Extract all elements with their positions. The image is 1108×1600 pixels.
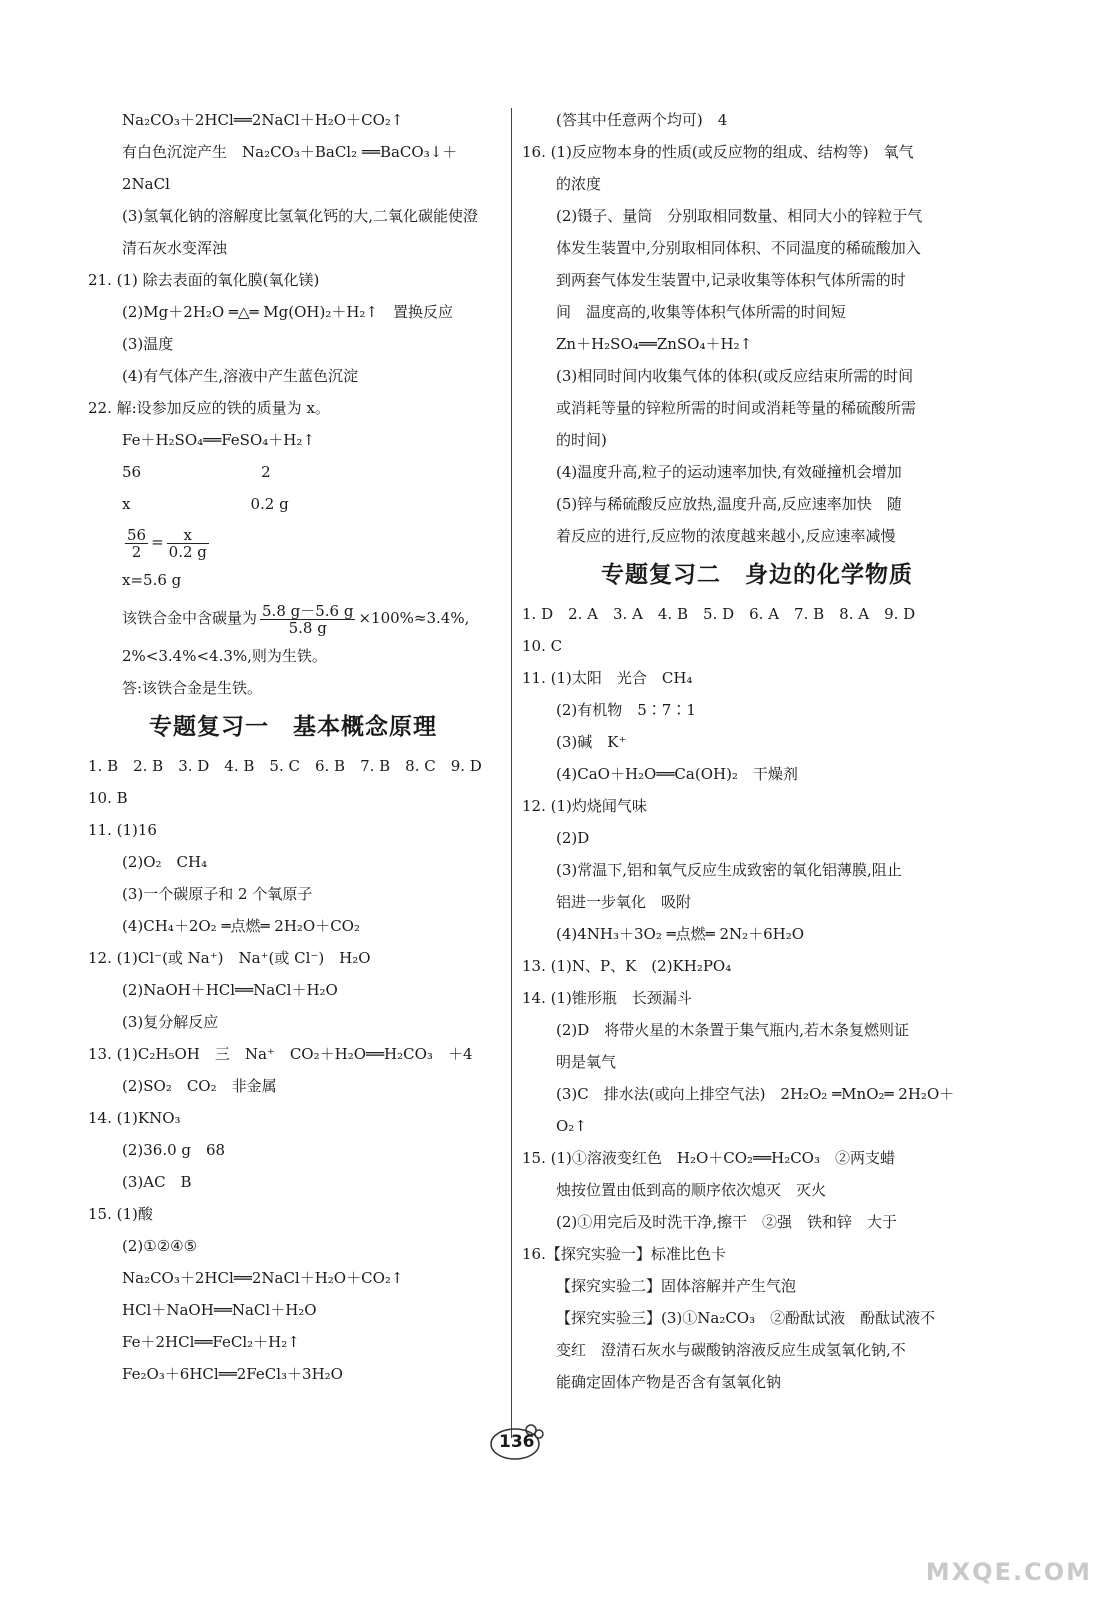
text-line: 【探究实验三】(3)①Na₂CO₃ ②酚酞试液 酚酞试液不 [556,1309,936,1327]
fraction [260,603,355,636]
numerator: 56 [127,525,147,544]
question-line: 16.【探究实验一】标准比色卡 [522,1245,726,1263]
question-line: 13. (1)C₂H₅OH 三 Na⁺ CO₂＋H₂O══H₂CO₃ ＋4 [88,1045,473,1063]
text-line: 或消耗等量的锌粒所需的时间或消耗等量的稀硫酸所需 [556,399,917,417]
watermark [922,1506,1092,1586]
denominator: 2 [131,542,142,561]
text-line: (3)氢氧化钠的溶解度比氢氧化钙的大,二氧化碳能使澄 [122,207,479,225]
section-heading: 专题复习二 身边的化学物质 [601,562,913,588]
carbon-content-equation [88,596,498,640]
text-line: (3)一个碳原子和 2 个氧原子 [122,885,313,903]
proportion-equation [88,520,498,564]
question-line: 22. 解:设参加反应的铁的质量为 x。 [88,399,330,417]
text-line: Na₂CO₃＋2HCl══2NaCl＋H₂O＋CO₂↑ [122,111,404,129]
numerator: x [167,527,209,544]
text-line: (2)①②④⑤ [122,1237,198,1255]
text-line: 答:该铁合金是生铁。 [122,679,263,697]
text-line: 2%<3.4%<4.3%,则为生铁。 [122,647,327,665]
text-line: (2)镊子、量筒 分别取相同数量、相同大小的锌粒于气 [556,207,923,225]
text-line: (2)36.0 g 68 [122,1141,226,1159]
text-line: (4)CaO＋H₂O══Ca(OH)₂ 干燥剂 [556,765,798,783]
question-line: 12. (1)灼烧闻气味 [522,797,647,815]
text-line: 2NaCl [122,175,170,193]
text-line: 烛按位置由低到高的顺序依次熄灭 灭火 [556,1181,827,1199]
answer-line: 1. B 2. B 3. D 4. B 5. C 6. B 7. B 8. C 9. D [88,757,482,775]
equation-prefix: 该铁合金中含碳量为 [122,609,258,627]
text-line: (4)有气体产生,溶液中产生蓝色沉淀 [122,367,359,385]
text-line: HCl＋NaOH══NaCl＋H₂O [122,1301,317,1319]
text-line: 有白色沉淀产生 Na₂CO₃＋BaCl₂ ══BaCO₃↓＋ [122,143,458,161]
text-line: 的浓度 [556,175,602,193]
text-line: (3)复分解反应 [122,1013,219,1031]
right-column [522,104,992,1398]
text-line: 56 2 [122,463,271,481]
text-line: (2)Mg＋2H₂O ═△═ Mg(OH)₂＋H₂↑ 置换反应 [122,303,453,321]
text-line: (4)4NH₃＋3O₂ ═点燃═ 2N₂＋6H₂O [556,925,805,943]
text-line: 的时间) [556,431,607,449]
text-line: (2)有机物 5∶7∶1 [556,701,696,719]
text-line: 【探究实验二】固体溶解并产生气泡 [556,1277,797,1295]
answer-line: 10. C [522,637,563,655]
answer-line: 10. B [88,789,128,807]
question-line: 14. (1)锥形瓶 长颈漏斗 [522,989,692,1007]
fraction [125,527,148,560]
denominator: 0.2 g [168,542,207,561]
text-line: (答其中任意两个均可) 4 [556,111,728,129]
text-line: O₂↑ [556,1117,587,1135]
section-heading: 专题复习一 基本概念原理 [149,714,437,740]
text-line: Fe₂O₃＋6HCl══2FeCl₃＋3H₂O [122,1365,343,1383]
text-line: 变红 澄清石灰水与碳酸钠溶液反应生成氢氧化钠,不 [556,1341,906,1359]
text-line: (2)SO₂ CO₂ 非金属 [122,1077,277,1095]
text-line: (2)D 将带火星的木条置于集气瓶内,若木条复燃则证 [556,1021,910,1039]
question-line: 14. (1)KNO₃ [88,1109,181,1127]
text-line: 体发生装置中,分别取相同体积、不同温度的稀硫酸加入 [556,239,921,257]
text-line: Fe＋H₂SO₄══FeSO₄＋H₂↑ [122,431,315,449]
text-line: (2)O₂ CH₄ [122,853,208,871]
text-line: (4)温度升高,粒子的运动速率加快,有效碰撞机会增加 [556,463,902,481]
text-line: (3)温度 [122,335,174,353]
question-line: 15. (1)酸 [88,1205,153,1223]
text-line: Zn＋H₂SO₄══ZnSO₄＋H₂↑ [556,335,753,353]
left-column [88,104,498,1390]
text-line: (3)碱 K⁺ [556,733,627,751]
text-line: (4)CH₄＋2O₂ ═点燃═ 2H₂O＋CO₂ [122,917,360,935]
watermark-text: MXQE.COM [925,1558,1092,1586]
text-line: 到两套气体发生装置中,记录收集等体积气体所需的时 [556,271,906,289]
text-line: 清石灰水变浑浊 [122,239,228,257]
text-line: (2)①用完后及时洗干净,擦干 ②强 铁和锌 大于 [556,1213,898,1231]
text-line: (2)NaOH＋HCl══NaCl＋H₂O [122,981,338,999]
text-line: 着反应的进行,反应物的浓度越来越小,反应速率减慢 [556,527,896,545]
text-line: (3)常温下,铝和氧气反应生成致密的氧化铝薄膜,阻止 [556,861,902,879]
text-line: x=5.6 g [122,571,182,589]
answer-line: 1. D 2. A 3. A 4. B 5. D 6. A 7. B 8. A 9. D [522,605,916,623]
numerator: 5.8 g－5.6 g [262,601,354,620]
question-line: 16. (1)反应物本身的性质(或反应物的组成、结构等) 氧气 [522,143,914,161]
question-line: 15. (1)①溶液变红色 H₂O＋CO₂══H₂CO₃ ②两支蜡 [522,1149,895,1167]
denominator: 5.8 g [288,618,327,637]
text-line: (2)D [556,829,590,847]
text-line: 间 温度高的,收集等体积气体所需的时间短 [556,303,846,321]
fraction [167,527,209,560]
text-line: 明是氧气 [556,1053,617,1071]
text-line: 能确定固体产物是否含有氢氧化钠 [556,1373,782,1391]
question-line: 13. (1)N、P、K (2)KH₂PO₄ [522,957,732,975]
question-line: 11. (1)太阳 光合 CH₄ [522,669,693,687]
text-line: Na₂CO₃＋2HCl══2NaCl＋H₂O＋CO₂↑ [122,1269,404,1287]
equation-suffix: ×100%≈3.4%, [358,609,470,627]
question-line: 11. (1)16 [88,821,157,839]
text-line: Fe＋2HCl══FeCl₂＋H₂↑ [122,1333,300,1351]
equals-sign: = [151,533,164,551]
column-divider [511,108,512,1438]
question-line: 12. (1)Cl⁻(或 Na⁺) Na⁺(或 Cl⁻) H₂O [88,949,371,967]
text-line: (3)C 排水法(或向上排空气法) 2H₂O₂ ═MnO₂═ 2H₂O＋ [556,1085,955,1103]
text-line: 铝进一步氧化 吸附 [556,893,692,911]
page-number: 136 [499,1432,535,1452]
text-line: (3)相同时间内收集气体的体积(或反应结束所需的时间 [556,367,914,385]
text-line: (3)AC B [122,1173,192,1191]
question-line: 21. (1) 除去表面的氧化膜(氧化镁) [88,271,320,289]
page-number-badge [487,1422,547,1462]
text-line: x 0.2 g [122,495,289,513]
text-line: (5)锌与稀硫酸反应放热,温度升高,反应速率加快 随 [556,495,902,513]
